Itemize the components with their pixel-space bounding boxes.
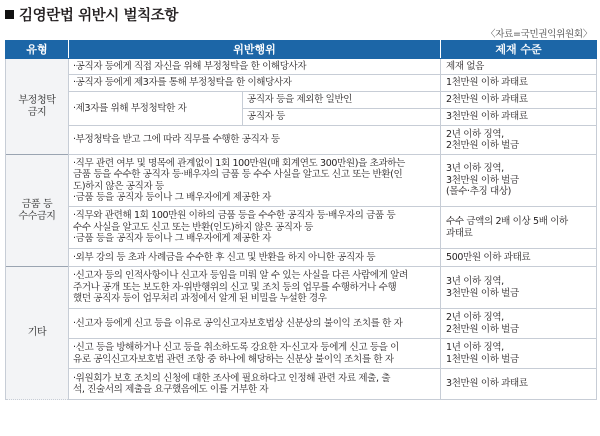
sanction-cell: 3천만원 이하 과태료 — [441, 109, 597, 126]
source-note: 〈자료=국민권익위원회〉 — [486, 29, 592, 40]
violation-cell: ·부정청탁을 받고 그에 따라 직무를 수행한 공직자 등 — [69, 126, 441, 155]
subtype-cell: 공직자 등을 제외한 일반인 — [243, 92, 441, 109]
table-row — [6, 155, 597, 207]
title-bar — [5, 4, 178, 24]
table-row — [6, 249, 597, 267]
violation-cell: ·제3자를 위해 부정청탁한 자 — [69, 92, 243, 126]
violation-cell: ·위원회가 보호 조치의 신청에 대한 조사에 필요하다고 인정해 관련 자료 제출, 출 석, 진술서의 제출을 요구했음에도 이를 거부한 자 — [69, 369, 441, 400]
violation-cell: ·외부 강의 등 초과 사례금을 수수한 후 신고 및 반환을 하지 아니한 공직자 등 — [69, 249, 441, 267]
table-row — [6, 59, 597, 75]
sanction-cell: 1천만원 이하 과태료 — [441, 75, 597, 92]
table-row — [6, 207, 597, 249]
sanction-cell: 제재 없음 — [441, 59, 597, 75]
category-cell: 금품 등 수수금지 — [6, 155, 69, 267]
violation-cell: ·공직자 등에게 직접 자신을 위해 부정청탁을 한 이해당사자 — [69, 59, 441, 75]
sanction-cell: 3년 이하 징역, 3천만원 이하 벌금 (몰수·추징 대상) — [441, 155, 597, 207]
sanction-cell: 수수 금액의 2배 이상 5배 이하 과태료 — [441, 207, 597, 249]
violation-cell: ·신고자 등에게 신고 등을 이유로 공익신고자보호법상 신분상의 불이익 조치를 한 자 — [69, 309, 441, 339]
table-header-row — [6, 41, 597, 59]
table-row — [6, 75, 597, 92]
square-bullet-icon — [5, 10, 14, 19]
table-row — [6, 92, 597, 109]
header-violation: 위반행위 — [69, 41, 441, 59]
violation-cell: ·직무와 관련해 1회 100만원 이하의 금품 등을 수수한 공직자 등·배우자의 금품 등 수수 사실을 알고도 신고 또는 반환(인도)하지 않은 공직자 등 ·금품 등을 공직자 등이나 그 배우자에게 제공한 자 — [69, 207, 441, 249]
sanction-cell: 2천만원 이하 과태료 — [441, 92, 597, 109]
page-title: 김영란법 위반시 벌칙조항 — [19, 7, 178, 24]
header-type: 유형 — [6, 41, 69, 59]
sanction-cell: 500만원 이하 과태료 — [441, 249, 597, 267]
category-cell: 기타 — [6, 267, 69, 400]
sanction-cell: 1년 이하 징역, 1천만원 이하 벌금 — [441, 339, 597, 369]
sanction-cell: 3년 이하 징역, 3천만원 이하 벌금 — [441, 267, 597, 309]
sanction-cell: 2년 이하 징역, 2천만원 이하 벌금 — [441, 126, 597, 155]
violation-cell: ·신고 등을 방해하거나 신고 등을 취소하도록 강요한 자·신고자 등에게 신고 등을 이 유로 공익신고자보호법 관련 조항 중 하나에 해당하는 신분상 불이익 조치를 한 자 — [69, 339, 441, 369]
sanction-cell: 3천만원 이하 과태료 — [441, 369, 597, 400]
category-cell: 부정청탁 금지 — [6, 59, 69, 155]
penalty-table — [5, 40, 597, 400]
table-row — [6, 267, 597, 309]
violation-cell: ·신고자 등의 인적사항이나 신고자 등임을 미뤄 알 수 있는 사실을 다른 사람에게 알려 주거나 공개 또는 보도한 자·위반행위의 신고 및 조치 등의 업무를 수행하거나 수행 했던 공직자 등이 업무처리 과정에서 알게 된 비밀을 누설한 경우 — [69, 267, 441, 309]
violation-cell: ·직무 관련 여부 및 명목에 관계없이 1회 100만원(매 회계연도 300만원)을 초과하는 금품 등을 수수한 공직자 등·배우자의 금품 등 수수 사실을 알고도 신고 또는 반환(인 도)하지 않은 공직자 등 ·금품 등을 공직자 등이나 그 배우자에게 제공한 자 — [69, 155, 441, 207]
table-row — [6, 126, 597, 155]
table-row — [6, 369, 597, 400]
header-sanction: 제재 수준 — [441, 41, 597, 59]
subtype-cell: 공직자 등 — [243, 109, 441, 126]
sanction-cell: 2년 이하 징역, 2천만원 이하 벌금 — [441, 309, 597, 339]
violation-cell: ·공직자 등에게 제3자를 통해 부정청탁을 한 이해당사자 — [69, 75, 441, 92]
table-row — [6, 339, 597, 369]
table-row — [6, 309, 597, 339]
